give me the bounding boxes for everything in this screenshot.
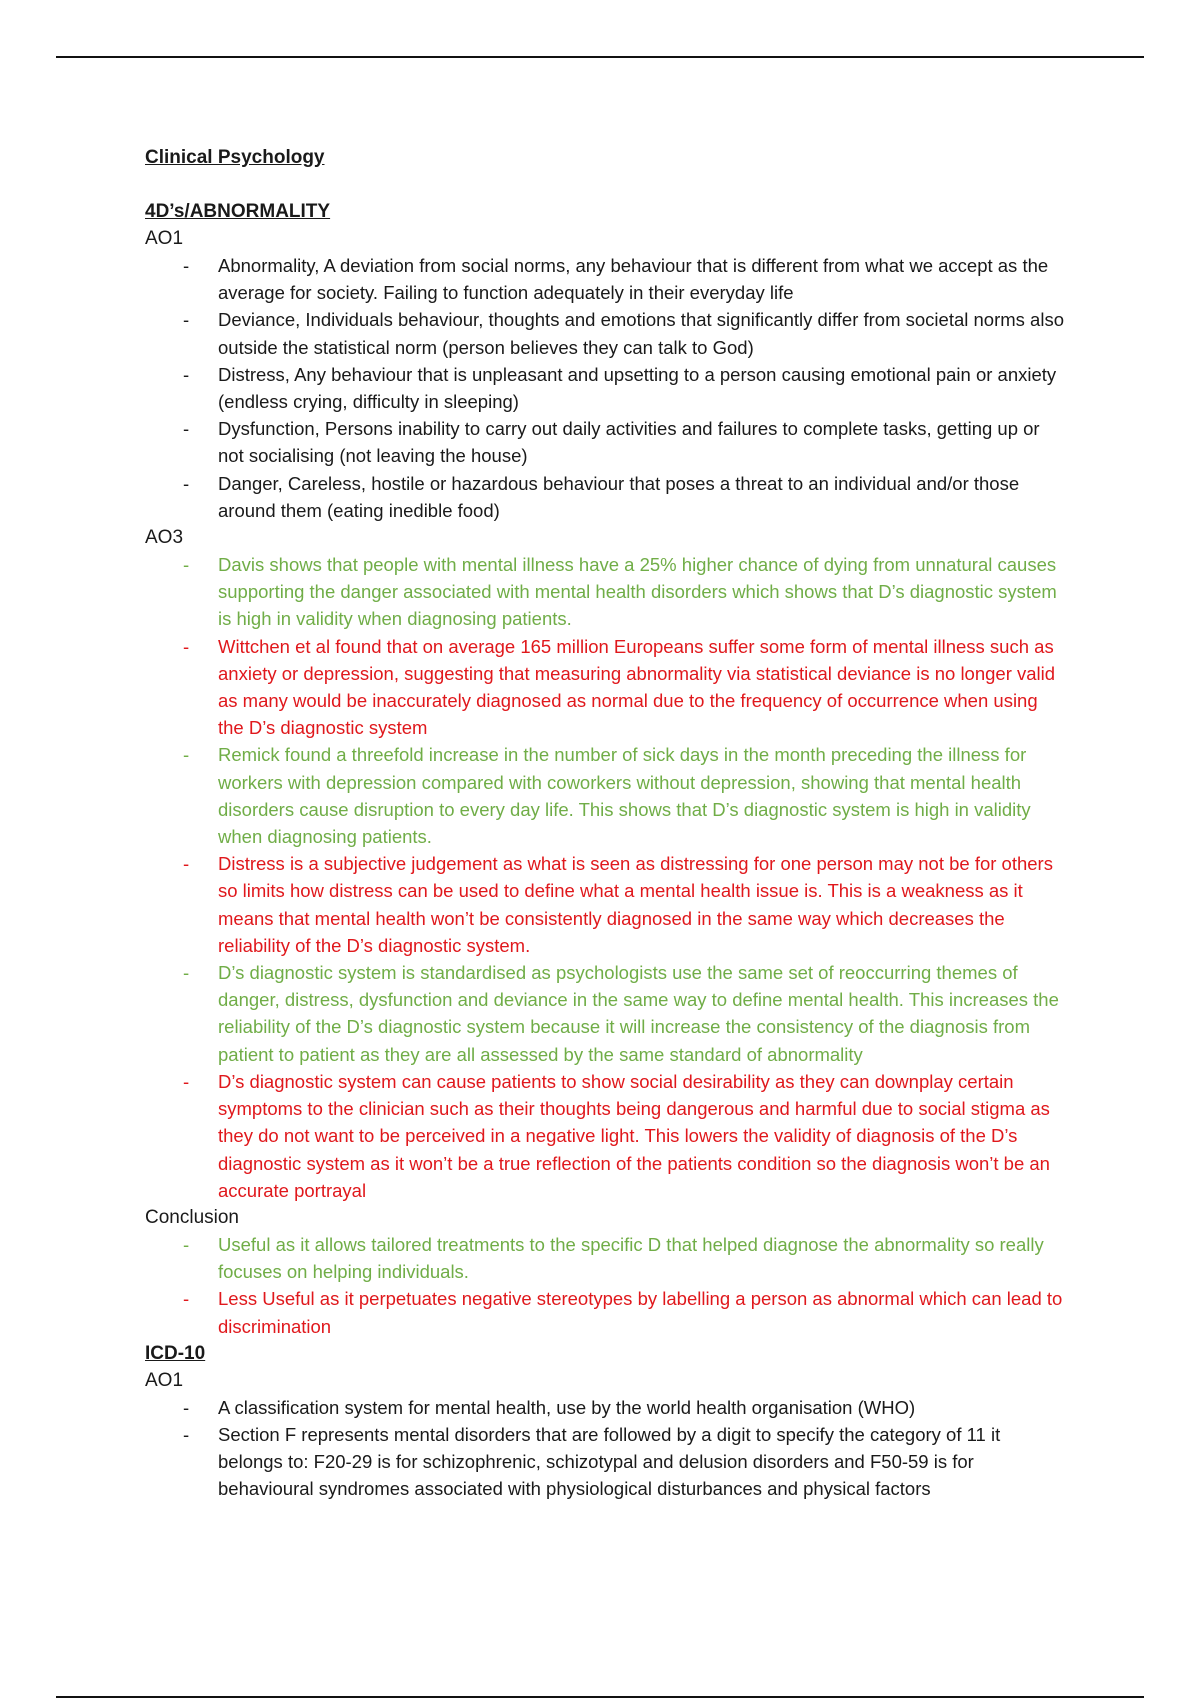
list-item [145, 1231, 1065, 1285]
dash-bullet-icon: - [183, 363, 190, 385]
list-item-text: Dysfunction, Persons inability to carry out daily activities and failures to complete tasks, getting up or not socialising (not leaving the house) [218, 418, 1040, 467]
group-label: AO1 [145, 228, 184, 249]
list-item [145, 741, 1065, 850]
list-item-text: Distress is a subjective judgement as what is seen as distressing for one person may not be for others so limits how distress can be used to define what a mental health issue is. This is a weakness as it means that mental health won’t be consistently diagnosed in the same way which decreases the reliability of the D’s diagnostic system. [218, 853, 1053, 956]
dash-bullet-icon: - [183, 635, 190, 657]
section-heading: ICD-10 [145, 1342, 206, 1364]
list-item-text: Section F represents mental disorders that are followed by a digit to specify the category of 11 it belongs to: F20-29 is for schizophrenic, schizotypal and delusion disorders and F50-59 is for behavioural syndromes associated with physiological disturbances and physical factors [218, 1423, 1001, 1500]
list-item [145, 551, 1065, 633]
dash-bullet-icon: - [183, 962, 190, 984]
list-item-text: D’s diagnostic system can cause patients to show social desirability as they can downplay certain symptoms to the clinician such as their thoughts being dangerous and harmful due to social stigma as they do not want to be perceived in a negative light. This lowers the validity of diagnosis of the D’s diagnostic system as it won’t be a true reflection of the patients condition so the diagnosis won’t be an accurate portrayal [218, 1070, 1050, 1201]
bullet-list [145, 1231, 1065, 1340]
list-item [145, 1394, 1065, 1421]
list-item-text: Danger, Careless, hostile or hazardous behaviour that poses a threat to an individual and/or those around them (eating inedible food) [218, 472, 1020, 521]
list-item-text: Distress, Any behaviour that is unpleasant and upsetting to a person causing emotional pain or anxiety (endless crying, difficulty in sleeping) [218, 363, 1057, 413]
list-item-text: Abnormality, A deviation from social norms, any behaviour that is different from what we accept as the average for society. Failing to function adequately in their everyday life [218, 255, 1049, 304]
list-item-text: D’s diagnostic system is standardised as psychologists use the same set of reoccurring themes of danger, distress, dysfunction and deviance in the same way to define mental health. This increases the reliability of the D’s diagnostic system because it will increase the consistency of the diagnosis from patient to patient as they are all assessed by the same standard of abnormality [218, 962, 1059, 1065]
dash-bullet-icon: - [183, 1070, 190, 1092]
list-item [145, 252, 1065, 306]
dash-bullet-icon: - [183, 1396, 190, 1418]
list-item [145, 306, 1065, 360]
list-item [145, 959, 1065, 1068]
group-label: Conclusion [145, 1206, 239, 1228]
dash-bullet-icon: - [183, 1233, 190, 1255]
dash-bullet-icon: - [183, 554, 190, 576]
dash-bullet-icon: - [183, 255, 190, 276]
spacer [145, 171, 1065, 198]
list-item-text: Davis shows that people with mental illness have a 25% higher chance of dying from unnatural causes supporting the danger associated with mental health disorders which shows that D’s diagnostic system is high in validity when diagnosing patients. [218, 554, 1057, 630]
group-label: AO1 [145, 1369, 184, 1391]
list-item [145, 470, 1065, 524]
list-item-text: Less Useful as it perpetuates negative stereotypes by labelling a person as abnormal which can lead to discrimination [218, 1288, 1063, 1337]
top-rule [56, 56, 1144, 58]
list-item-text: Useful as it allows tailored treatments to the specific D that helped diagnose the abnormality so really focuses on helping individuals. [218, 1233, 1044, 1283]
dash-bullet-icon: - [183, 1423, 190, 1445]
list-item [145, 1421, 1065, 1503]
list-item [145, 1285, 1065, 1339]
list-item-text: Deviance, Individuals behaviour, thoughts and emotions that significantly differ from societal norms also outside the statistical norm (person believes they can talk to God) [218, 309, 1064, 358]
list-item-text: Wittchen et al found that on average 165 million Europeans suffer some form of mental illness such as anxiety or depression, suggesting that measuring abnormality via statistical deviance is no longer valid as many would be inaccurately diagnosed as normal due to the frequency of occurrence when using the D’s diagnostic system [218, 635, 1056, 739]
list-item-text: A classification system for mental health, use by the world health organisation (WHO) [218, 1396, 916, 1418]
list-item-text: Remick found a threefold increase in the number of sick days in the month preceding the illness for workers with depression compared with coworkers without depression, showing that mental health disorders cause disruption to every day life. This shows that D’s diagnostic system is high in validity when diagnosing patients. [218, 744, 1031, 848]
dash-bullet-icon: - [183, 418, 190, 440]
list-item [145, 1068, 1065, 1204]
dash-bullet-icon: - [183, 1288, 190, 1310]
group-label: AO3 [145, 527, 184, 549]
dash-bullet-icon: - [183, 853, 190, 875]
bullet-list [145, 551, 1065, 1204]
section-heading: 4D’s/ABNORMALITY [145, 201, 331, 222]
dash-bullet-icon: - [183, 744, 190, 766]
dash-bullet-icon: - [183, 472, 190, 494]
dash-bullet-icon: - [183, 309, 190, 331]
list-item [145, 633, 1065, 742]
document-body [145, 144, 1065, 1503]
list-item [145, 361, 1065, 415]
bullet-list [145, 252, 1065, 524]
document-title: Clinical Psychology [145, 147, 325, 168]
list-item [145, 850, 1065, 959]
sections-container [145, 198, 1065, 1503]
list-item [145, 415, 1065, 469]
bottom-rule [56, 1696, 1144, 1698]
bullet-list [145, 1394, 1065, 1503]
